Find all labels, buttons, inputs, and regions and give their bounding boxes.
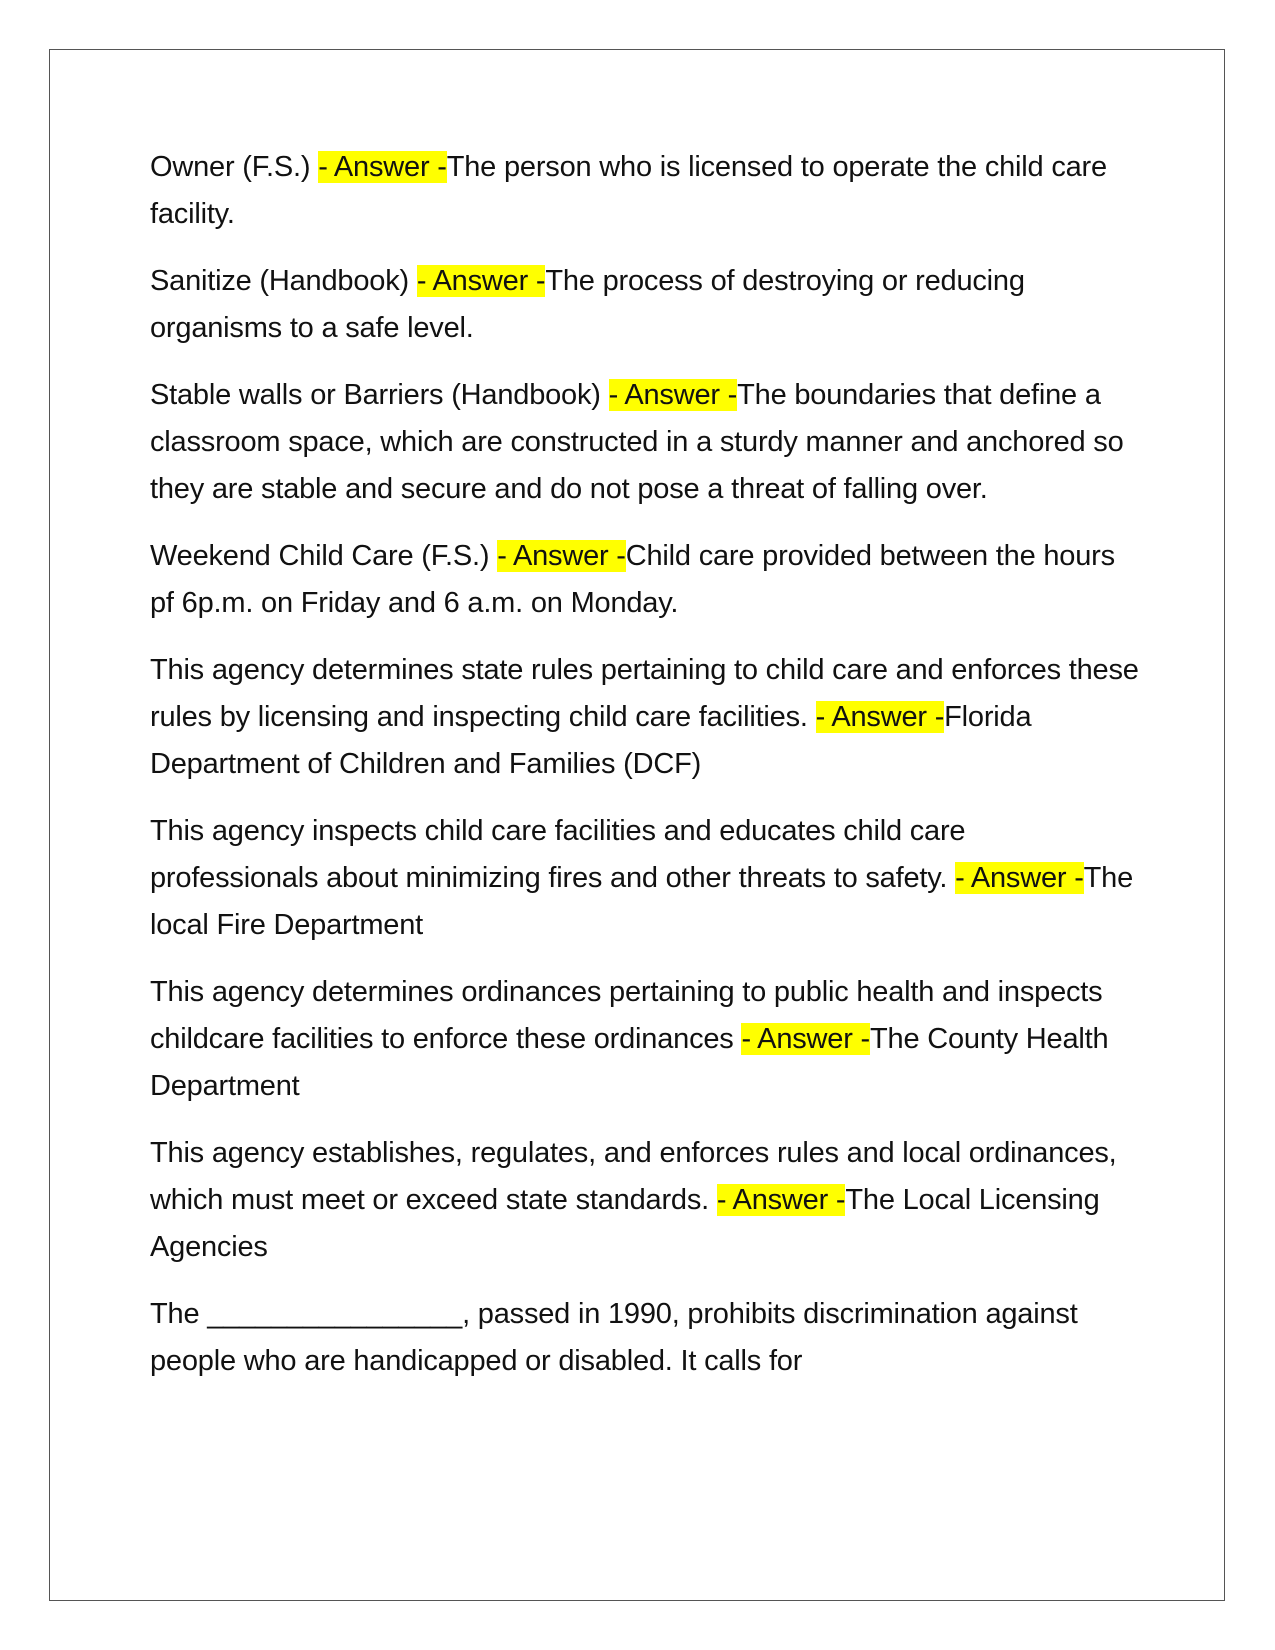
- answer-marker: - Answer -: [955, 862, 1084, 894]
- answer-text: Florida Department of Children and Families (DCF): [150, 701, 1032, 780]
- trailing-question: [150, 1291, 1140, 1385]
- answer-text: The person who is licensed to operate the child care facility.: [150, 151, 1107, 230]
- question-text: The ________________, passed in 1990, prohibits discrimination against people who are handicapped or disabled. It calls for: [150, 1298, 1078, 1377]
- answer-text: Child care provided between the hours pf 6p.m. on Friday and 6 a.m. on Monday.: [150, 540, 1115, 619]
- answer-marker: - Answer -: [741, 1023, 870, 1055]
- answer-marker: - Answer -: [318, 151, 447, 183]
- question-text: This agency establishes, regulates, and enforces rules and local ordinances, which must meet or exceed state standards.: [150, 1137, 1117, 1216]
- answer-text: The County Health Department: [150, 1023, 1109, 1102]
- qa-entry: [150, 533, 1140, 627]
- qa-entry: [150, 372, 1140, 513]
- question-text: This agency determines ordinances pertaining to public health and inspects childcare facilities to enforce these ordinances: [150, 976, 1103, 1055]
- qa-entry: [150, 647, 1140, 788]
- answer-text: The local Fire Department: [150, 862, 1134, 941]
- question-text: This agency inspects child care facilities and educates child care professionals about minimizing fires and other threats to safety.: [150, 815, 966, 894]
- answer-marker: - Answer -: [608, 379, 738, 411]
- answer-text: The boundaries that define a classroom space, which are constructed in a sturdy manner and anchored so they are stable and secure and do not pose a threat of falling over.: [150, 379, 1124, 505]
- question-text: Owner (F.S.): [150, 151, 319, 183]
- answer-text: The process of destroying or reducing organisms to a safe level.: [150, 265, 1025, 344]
- answer-marker: - Answer -: [497, 540, 626, 572]
- qa-entry: [150, 258, 1140, 352]
- answer-marker: - Answer -: [716, 1184, 846, 1216]
- answer-text: The Local Licensing Agencies: [150, 1184, 1100, 1263]
- question-text: Stable walls or Barriers (Handbook): [150, 379, 609, 411]
- qa-entry: [150, 969, 1140, 1110]
- qa-entry: [150, 808, 1140, 949]
- document-body: [150, 144, 1140, 1405]
- question-text: Sanitize (Handbook): [150, 265, 417, 297]
- answer-marker: - Answer -: [416, 265, 546, 297]
- question-text: Weekend Child Care (F.S.): [150, 540, 498, 572]
- answer-marker: - Answer -: [815, 701, 945, 733]
- question-text: This agency determines state rules pertaining to child care and enforces these rules by licensing and inspecting child care facilities.: [150, 654, 1139, 733]
- qa-entry: [150, 1130, 1140, 1271]
- qa-entry: [150, 144, 1140, 238]
